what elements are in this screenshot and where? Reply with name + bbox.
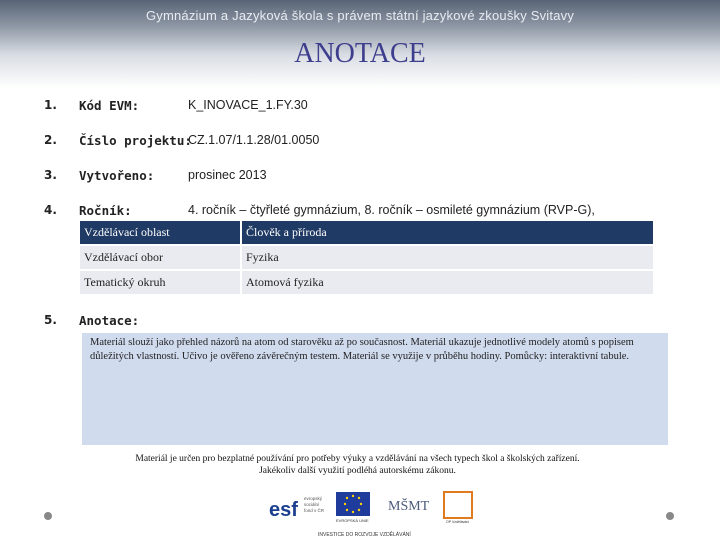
table-cell: Tematický okruh: [80, 271, 242, 296]
funding-logos: [268, 490, 478, 538]
table-row: [80, 246, 655, 271]
row-number: 5.: [44, 313, 57, 327]
curriculum-table: [80, 221, 655, 296]
bullet-icon: [666, 512, 674, 520]
esf-logo-icon: [268, 492, 325, 522]
table-cell: Atomová fyzika: [242, 271, 655, 296]
footer-line: Jakékoliv další využití podléhá autorskému zákonu.: [259, 466, 456, 476]
page-title: ANOTACE: [294, 38, 426, 69]
row-label: Vytvořeno:: [79, 168, 155, 183]
table-row: [80, 271, 655, 296]
row-number: 3.: [44, 168, 57, 182]
esf-caption: sociální: [304, 502, 320, 507]
row-label: Ročník:: [79, 203, 132, 218]
row-value: CZ.1.07/1.1.28/01.0050: [188, 133, 320, 147]
row-number: 4.: [44, 203, 57, 217]
school-name: Gymnázium a Jazyková škola s právem státní jazykové zkoušky Svitavy: [145, 8, 575, 23]
row-value: K_INOVACE_1.FY.30: [188, 98, 308, 112]
esf-caption: evropský: [304, 496, 323, 501]
op-caption: OP Vzdělávání: [446, 520, 470, 524]
footer-line: Materiál je určen pro bezplatné používání pro potřeby výuky a vzdělávání na všech typech škol a školských zařízení.: [135, 454, 580, 464]
eu-flag-icon: [336, 492, 370, 523]
esf-text: esf: [269, 499, 298, 521]
row-label: Číslo projektu:: [79, 133, 192, 148]
row-number: 2.: [44, 133, 57, 147]
msmt-logo-icon: [388, 497, 430, 514]
row-value: 4. ročník – čtyřleté gymnázium, 8. ročník – osmileté gymnázium (RVP-G),: [188, 203, 595, 217]
bullet-icon: [44, 512, 52, 520]
table-cell: Vzdělávací obor: [80, 246, 242, 271]
funding-banner: INVESTICE DO ROZVOJE VZDĚLÁVÁNÍ: [318, 532, 411, 538]
table-cell: Člověk a příroda: [242, 221, 655, 246]
msmt-text: MŠMT: [388, 499, 430, 514]
row-label: Anotace:: [79, 313, 140, 328]
op-logo-icon: [444, 492, 472, 524]
row-number: 1.: [44, 98, 57, 112]
annotation-text: Materiál slouží jako přehled názorů na atom od starověku až po současnost. Materiál ukazuje jednotlivé modely atomů s popisem důležitých vlastností. Učivo je ověřeno závěrečným testem. Materiál se využije v průběhu hodiny. Pomůcky: interaktivní tabule.: [82, 333, 668, 445]
row-value: prosinec 2013: [188, 168, 267, 182]
esf-caption: fond v ČR: [304, 508, 325, 513]
footer-notice: [100, 453, 615, 477]
table-cell: Fyzika: [242, 246, 655, 271]
row-label: Kód EVM:: [79, 98, 140, 113]
table-cell: Vzdělávací oblast: [80, 221, 242, 246]
eu-caption: EVROPSKÁ UNIE: [336, 518, 369, 523]
table-row: [80, 221, 655, 246]
